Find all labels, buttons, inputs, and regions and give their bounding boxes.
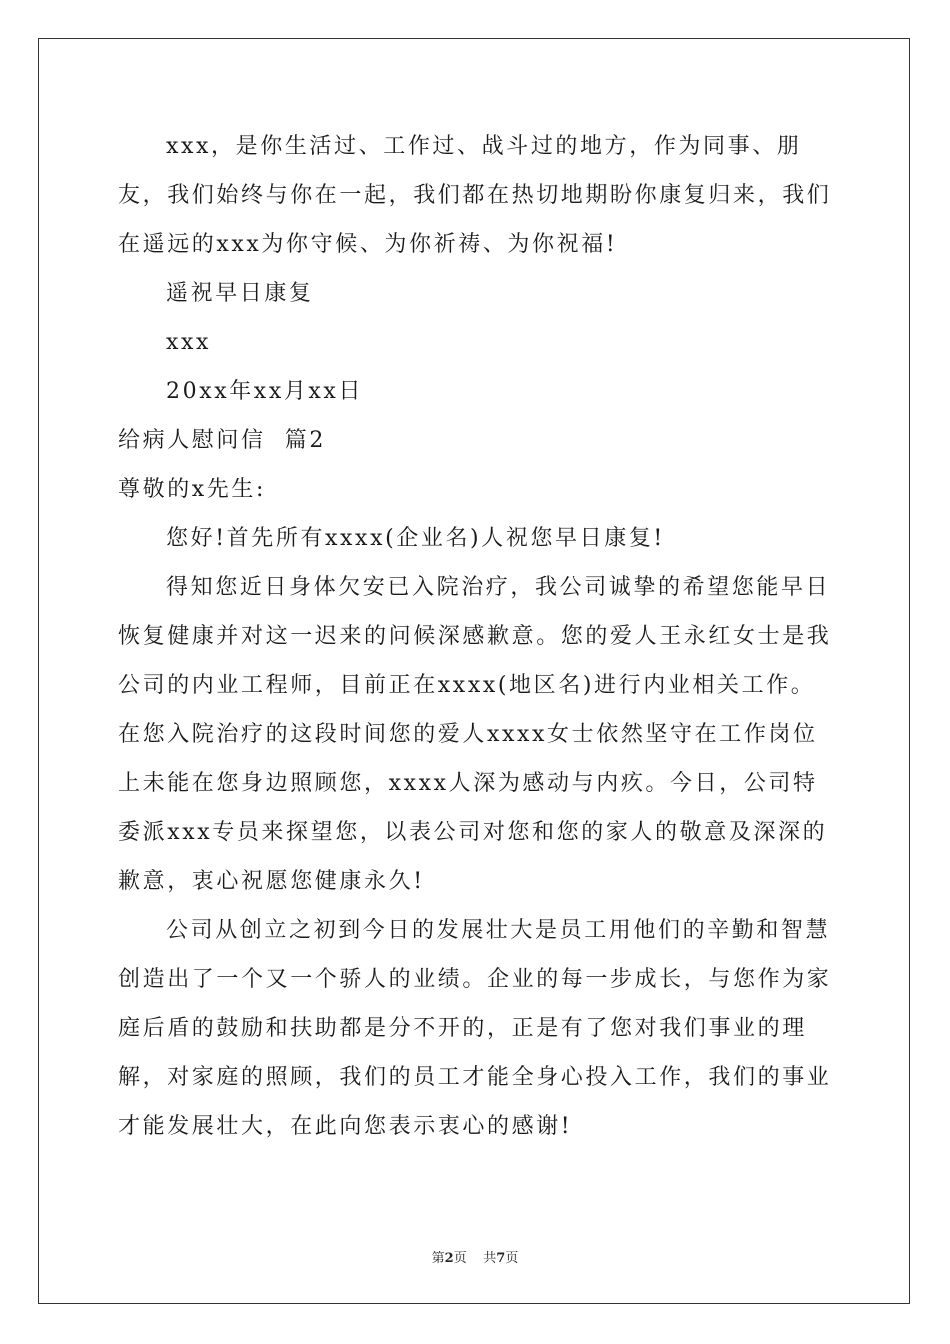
page-current: 2 — [444, 1251, 454, 1266]
salutation: 尊敬的x先生: — [118, 477, 267, 502]
paragraph-gratitude: 公司从创立之初到今日的发展壮大是员工用他们的辛勤和智慧创造出了一个又一个骄人的业绩。企业的每一步成长，与您作为家庭后盾的鼓励和扶助都是分不开的，正是有了您对我们事业的理解，对家庭的照顾，我们的员工才能全身心投入工作，我们的事业才能发展壮大，在此向您表示衷心的感谢! — [118, 918, 832, 1139]
page-suffix: 页 — [453, 1251, 467, 1266]
total-prefix: 共 — [483, 1251, 497, 1266]
page-prefix: 第 — [431, 1251, 445, 1266]
total-suffix: 页 — [505, 1251, 519, 1266]
signature: xxx — [166, 330, 212, 355]
paragraph-opening: 您好!首先所有xxxx(企业名)人祝您早日康复! — [166, 526, 665, 551]
closing-line: 遥祝早日康复 — [166, 281, 314, 306]
page-footer — [0, 1247, 950, 1266]
date-line: 20xx年xx月xx日 — [166, 379, 364, 404]
paragraph-greeting-wish: xxx，是你生活过、工作过、战斗过的地方，作为同事、朋友，我们始终与你在一起，我们都在热切地期盼你康复归来，我们在遥远的xxx为你守候、为你祈祷、为你祝福! — [118, 134, 832, 257]
page-total: 7 — [496, 1251, 506, 1266]
section-title: 给病人慰问信 篇2 — [118, 428, 326, 453]
letter-body — [118, 122, 834, 1151]
paragraph-condolence: 得知您近日身体欠安已入院治疗，我公司诚挚的希望您能早日恢复健康并对这一迟来的问候深感歉意。您的爱人王永红女士是我公司的内业工程师，目前正在xxxx(地区名)进行内业相关工作。在您入院治疗的这段时间您的爱人xxxx女士依然坚守在工作岗位上未能在您身边照顾您，xxxx人深为感动与内疚。今日，公司特委派xxx专员来探望您，以表公司对您和您的家人的敬意及深深的歉意，衷心祝愿您健康永久! — [118, 575, 832, 894]
